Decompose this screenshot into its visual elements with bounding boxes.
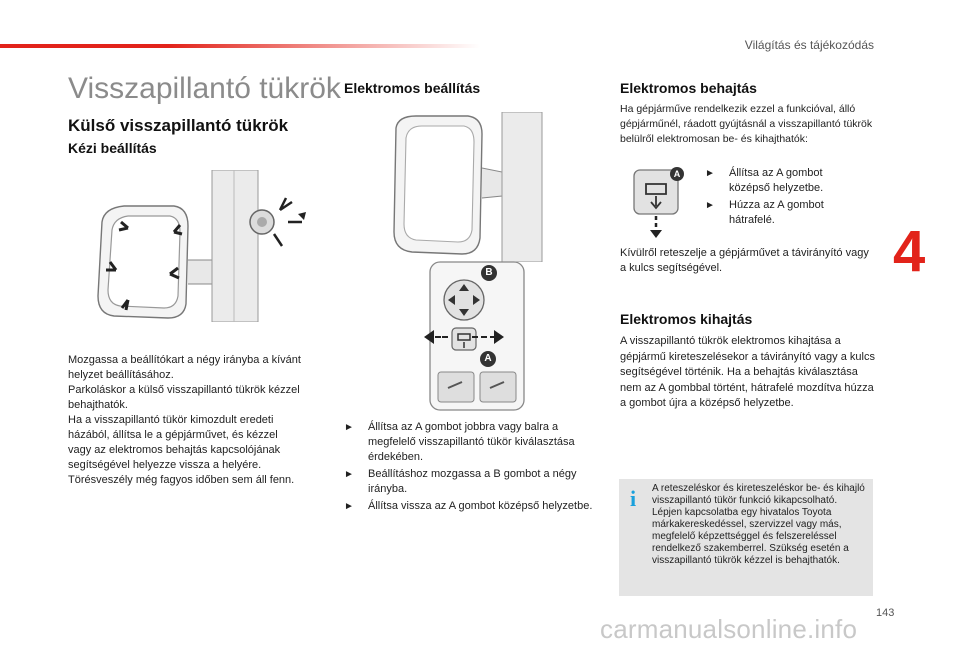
fold-intro: Ha gépjárműve rendelkezik ezzel a funkcióval, álló gépjárműnél, ráadott gyújtásnál a visszapillantó tükrök belülről elektromosan be- és kihajthatók: <box>620 103 873 145</box>
bullet-arrow-icon: ► <box>344 469 354 480</box>
list-item <box>344 499 600 514</box>
manual-description-line: Mozgassa a beállítókart a négy irányba a kívánt <box>68 354 301 366</box>
bullet-arrow-icon: ► <box>705 168 715 179</box>
label-b-badge: B <box>481 265 497 281</box>
subsection-title-manual: Kézi beállítás <box>68 140 157 156</box>
manual-description-line: segítségével helyezze vissza a helyére. <box>68 459 262 471</box>
page-number: 143 <box>876 607 895 619</box>
page-title: Visszapillantó tükrök <box>68 72 341 105</box>
manual-description-line: Törésveszély még fagyos időben sem áll fenn. <box>68 474 295 486</box>
list-item <box>344 420 600 465</box>
header-accent-bar <box>0 44 480 48</box>
step-text: Állítsa az A gombot középső helyzetbe. <box>729 167 824 194</box>
fold-label-a-badge: A <box>670 167 684 181</box>
unfold-description: A visszapillantó tükrök elektromos kihajtása a gépjármű kireteszelésekor a távirányító vagy a kulcs segítségével történik. Ha a behajtás kiválasztása nem az A gombbal történt, hátrafelé mozdítva húzza a gombot újra a középső helyzetbe. <box>620 335 875 409</box>
manual-description-line: Parkoláskor a külső visszapillantó tükrök kézzel <box>68 384 300 396</box>
list-item <box>705 166 865 196</box>
step-text: Állítsa vissza az A gombot középső helyzetbe. <box>368 500 593 512</box>
bullet-arrow-icon: ► <box>344 422 354 433</box>
label-a-badge: A <box>480 351 496 367</box>
step-text: Húzza az A gombot hátrafelé. <box>729 199 824 226</box>
fold-remote-note: Kívülről reteszelje a gépjárművet a távirányító vagy a kulcs segítségével. <box>620 247 869 274</box>
control-panel-arrow-right <box>472 336 496 338</box>
section-title-exterior-mirrors: Külső visszapillantó tükrök <box>68 116 289 135</box>
section-title-electric-adjust: Elektromos beállítás <box>344 80 481 96</box>
chapter-title: Világítás és tájékozódás <box>744 38 874 52</box>
info-icon: i <box>630 486 637 511</box>
chapter-tab-number: 4 <box>893 219 926 284</box>
list-item <box>344 467 600 497</box>
section-title-electric-unfold: Elektromos kihajtás <box>620 311 753 327</box>
step-text: Állítsa az A gombot jobbra vagy balra a megfelelő visszapillantó tükör kiválasztása érdekében. <box>368 421 575 463</box>
manual-description-line: behajthatók. <box>68 399 128 411</box>
bullet-arrow-icon: ► <box>705 200 715 211</box>
list-item <box>705 198 865 228</box>
manual-description-line: Ha a visszapillantó tükör kimozdult eredeti <box>68 414 274 426</box>
step-text: Beállításhoz mozgassa a B gombot a négy irányba. <box>368 468 577 495</box>
info-text: A reteszeléskor és kireteszeléskor be- és kihajló visszapillantó tükör funkció kikapcsolható. Lépjen kapcsolatba egy hivatalos Toyota márkakereskedéssel, szervizzel vagy más, megfelelő képzettséggel és felszereléssel rendelkező szakemberrel. Szükség esetén a visszapillantó tükrök kézzel is behajthatók. <box>652 483 865 566</box>
section-title-electric-fold: Elektromos behajtás <box>620 80 757 96</box>
arrow-left-head-icon <box>424 330 434 344</box>
fold-steps <box>705 166 865 230</box>
manual-mirror-illustration <box>84 170 330 322</box>
arrow-right-head-icon <box>494 330 504 344</box>
bullet-arrow-icon: ► <box>344 501 354 512</box>
electric-adjust-steps <box>344 420 600 516</box>
manual-description-line: helyzet beállításához. <box>68 369 174 381</box>
manual-description-line: vagy az elektromos behajtás kapcsolójának <box>68 444 281 456</box>
electric-mirror-illustration <box>372 112 572 262</box>
manual-description-line: házából, állítsa le a gépjárművet, és kézzel <box>68 429 278 441</box>
watermark: carmanualsonline.info <box>600 614 858 644</box>
